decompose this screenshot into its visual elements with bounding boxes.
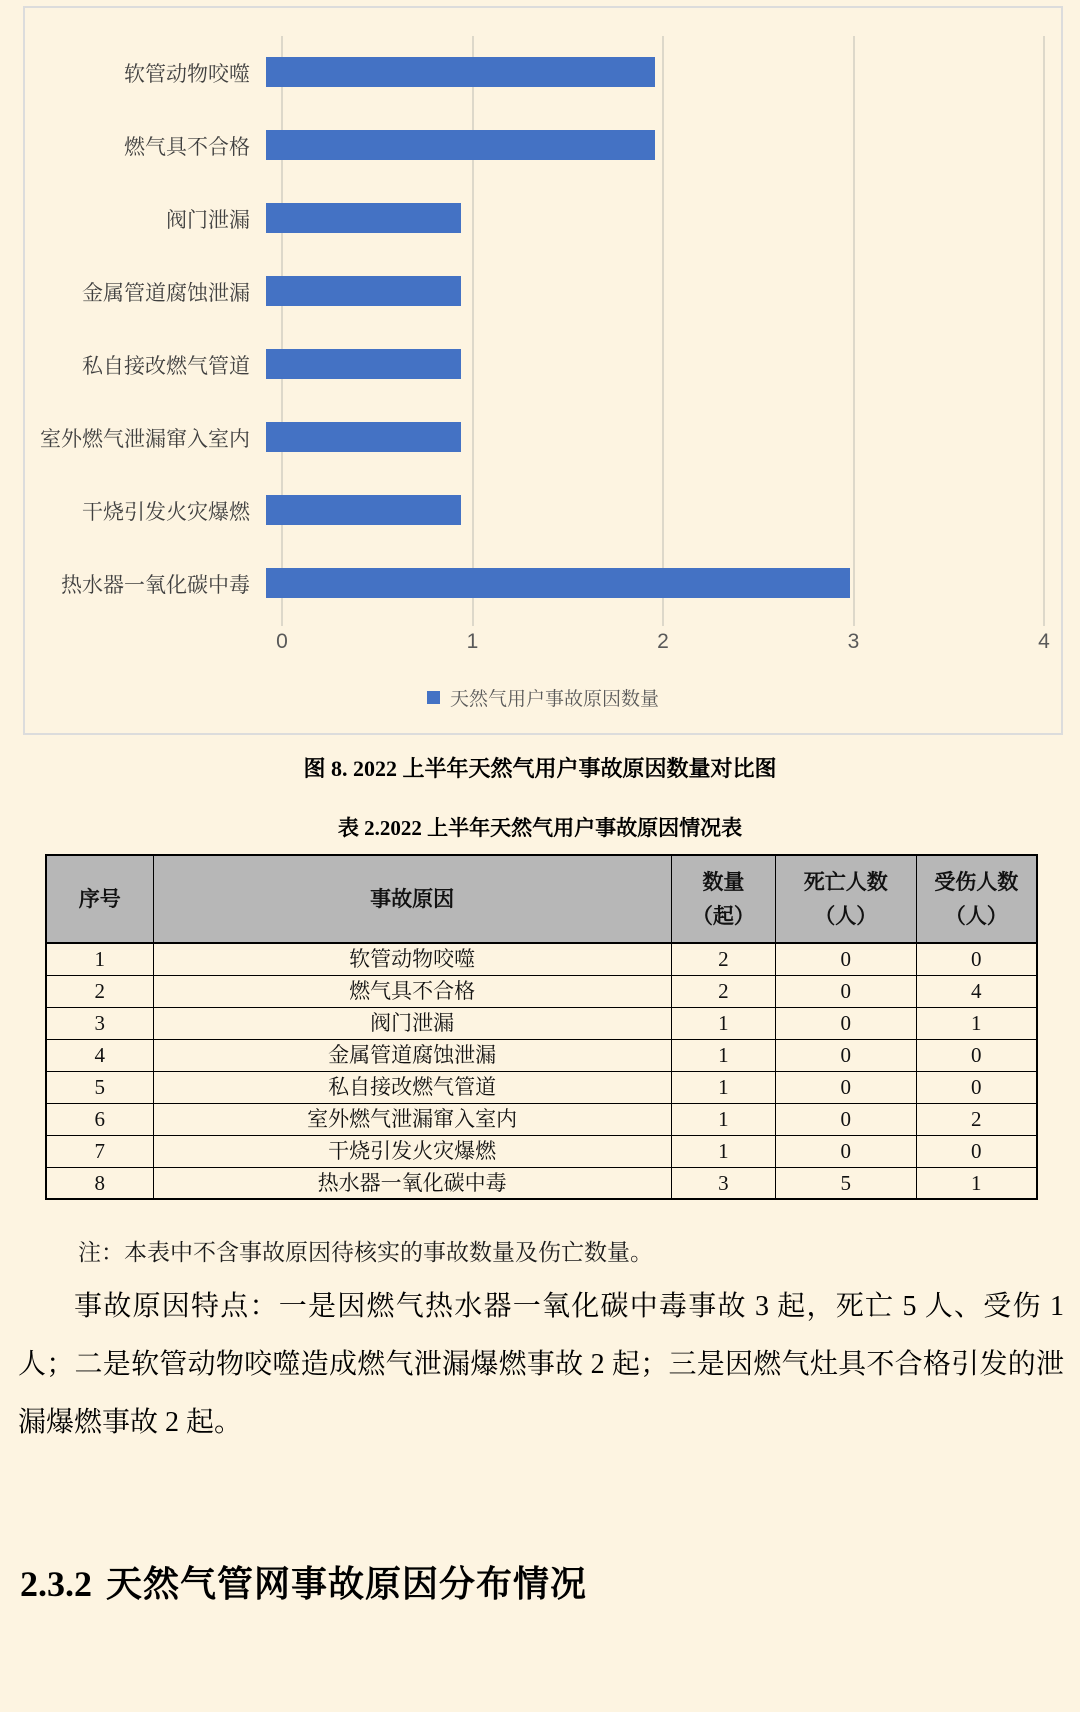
table-cell: 干烧引发火灾爆燃 — [153, 1135, 671, 1167]
chart-bar-row — [25, 474, 1061, 547]
chart-bar-row — [25, 328, 1061, 401]
chart-bar-row — [25, 255, 1061, 328]
figure-caption: 图 8. 2022 上半年天然气用户事故原因数量对比图 — [303, 756, 777, 781]
table-header-cell: 受伤人数 （人） — [916, 855, 1037, 943]
section-number: 2.3.2 — [20, 1564, 92, 1604]
table-cell: 1 — [671, 1007, 775, 1039]
table-cell: 0 — [775, 1007, 916, 1039]
chart-category-label: 干烧引发火灾爆燃 — [82, 500, 250, 524]
table-row — [46, 1071, 1037, 1103]
chart-bar — [266, 568, 850, 598]
table-cell: 1 — [671, 1135, 775, 1167]
table-cell: 0 — [916, 1039, 1037, 1071]
table-cell: 0 — [775, 975, 916, 1007]
chart-bar-row — [25, 547, 1061, 620]
table-cell: 8 — [46, 1167, 153, 1199]
table-cell: 1 — [671, 1071, 775, 1103]
chart-bar — [266, 203, 461, 233]
section-heading — [20, 1556, 587, 1607]
chart-bar-track — [266, 36, 1044, 109]
table-caption: 表 2.2022 上半年天然气用户事故原因情况表 — [337, 816, 743, 840]
table-cell: 5 — [46, 1071, 153, 1103]
chart-category-label: 软管动物咬噬 — [124, 62, 250, 86]
chart-bar — [266, 495, 461, 525]
chart-category-label: 私自接改燃气管道 — [82, 354, 250, 378]
table-cell: 0 — [775, 1103, 916, 1135]
chart-category-label: 热水器一氧化碳中毒 — [61, 573, 250, 597]
table-cell: 5 — [775, 1167, 916, 1199]
table-cell: 2 — [916, 1103, 1037, 1135]
chart-category-label: 金属管道腐蚀泄漏 — [82, 281, 250, 305]
table-note: 注：本表中不含事故原因待核实的事故数量及伤亡数量。 — [78, 1239, 653, 1265]
table-cell: 热水器一氧化碳中毒 — [153, 1167, 671, 1199]
table-header-cell: 死亡人数 （人） — [775, 855, 916, 943]
table-cell: 2 — [671, 975, 775, 1007]
table-cell: 1 — [671, 1103, 775, 1135]
x-axis-tick-label: 3 — [847, 630, 860, 653]
section-title: 天然气管网事故原因分布情况 — [106, 1563, 588, 1604]
x-axis-tick-label: 2 — [657, 630, 669, 653]
table-cell: 0 — [775, 943, 916, 975]
bar-chart-figure — [23, 6, 1063, 735]
chart-category-label: 室外燃气泄漏窜入室内 — [40, 427, 250, 451]
chart-x-axis — [276, 630, 1050, 656]
table-cell: 私自接改燃气管道 — [153, 1071, 671, 1103]
table-body — [46, 943, 1037, 1199]
table-cell: 1 — [916, 1007, 1037, 1039]
chart-bar-row — [25, 182, 1061, 255]
table-row — [46, 975, 1037, 1007]
legend-swatch-icon — [427, 691, 440, 704]
table-header-cell: 事故原因 — [153, 855, 671, 943]
chart-bar-row — [25, 36, 1061, 109]
legend-label: 天然气用户事故原因数量 — [449, 689, 659, 710]
table-cell: 1 — [671, 1039, 775, 1071]
chart-bar-row — [25, 109, 1061, 182]
table-row — [46, 1135, 1037, 1167]
chart-rows — [25, 36, 1061, 620]
chart-bar-track — [266, 547, 1044, 620]
table-cell: 2 — [46, 975, 153, 1007]
table-cell: 3 — [46, 1007, 153, 1039]
table-cell: 2 — [671, 943, 775, 975]
chart-bar — [266, 422, 461, 452]
table-row — [46, 1039, 1037, 1071]
table-cell: 1 — [916, 1167, 1037, 1199]
table-cell: 6 — [46, 1103, 153, 1135]
chart-bar — [266, 130, 655, 160]
table-row — [46, 1167, 1037, 1199]
x-axis-tick-label: 1 — [466, 630, 479, 653]
table-cell: 7 — [46, 1135, 153, 1167]
chart-bar-row — [25, 401, 1061, 474]
table-cell: 软管动物咬噬 — [153, 943, 671, 975]
table-cell: 0 — [916, 943, 1037, 975]
chart-legend — [25, 684, 1061, 711]
chart-bar-track — [266, 328, 1044, 401]
chart-category-label: 燃气具不合格 — [124, 135, 250, 159]
table-cell: 燃气具不合格 — [153, 975, 671, 1007]
chart-bar-track — [266, 255, 1044, 328]
table-row — [46, 1007, 1037, 1039]
chart-bar — [266, 349, 461, 379]
table-cell: 0 — [775, 1039, 916, 1071]
chart-bar — [266, 276, 461, 306]
table-row — [46, 943, 1037, 975]
table-cell: 室外燃气泄漏窜入室内 — [153, 1103, 671, 1135]
analysis-paragraph: 事故原因特点：一是因燃气热水器一氧化碳中毒事故 3 起，死亡 5 人、受伤 1 人；二是软管动物咬噬造成燃气泄漏爆燃事故 2 起；三是因燃气灶具不合格引发的泄漏爆燃事故 2 起。 — [18, 1291, 1064, 1438]
chart-bar-track — [266, 109, 1044, 182]
table-header-row — [46, 855, 1037, 943]
chart-bar-track — [266, 182, 1044, 255]
table-cell: 1 — [46, 943, 153, 975]
chart-bar — [266, 57, 655, 87]
chart-category-label: 阀门泄漏 — [166, 208, 250, 232]
accident-cause-table — [45, 854, 1038, 1200]
chart-bar-track — [266, 401, 1044, 474]
table-cell: 3 — [671, 1167, 775, 1199]
table-header — [46, 855, 1037, 943]
chart-bar-track — [266, 474, 1044, 547]
x-axis-tick-label: 0 — [276, 630, 288, 653]
x-axis-tick-label: 4 — [1038, 630, 1050, 653]
table-cell: 阀门泄漏 — [153, 1007, 671, 1039]
table-cell: 0 — [775, 1135, 916, 1167]
table-cell: 0 — [916, 1135, 1037, 1167]
table-row — [46, 1103, 1037, 1135]
table-cell: 0 — [775, 1071, 916, 1103]
table-cell: 4 — [46, 1039, 153, 1071]
table-cell: 金属管道腐蚀泄漏 — [153, 1039, 671, 1071]
table-header-cell: 序号 — [46, 855, 153, 943]
table-header-cell: 数量 （起） — [671, 855, 775, 943]
table-cell: 0 — [916, 1071, 1037, 1103]
table-cell: 4 — [916, 975, 1037, 1007]
